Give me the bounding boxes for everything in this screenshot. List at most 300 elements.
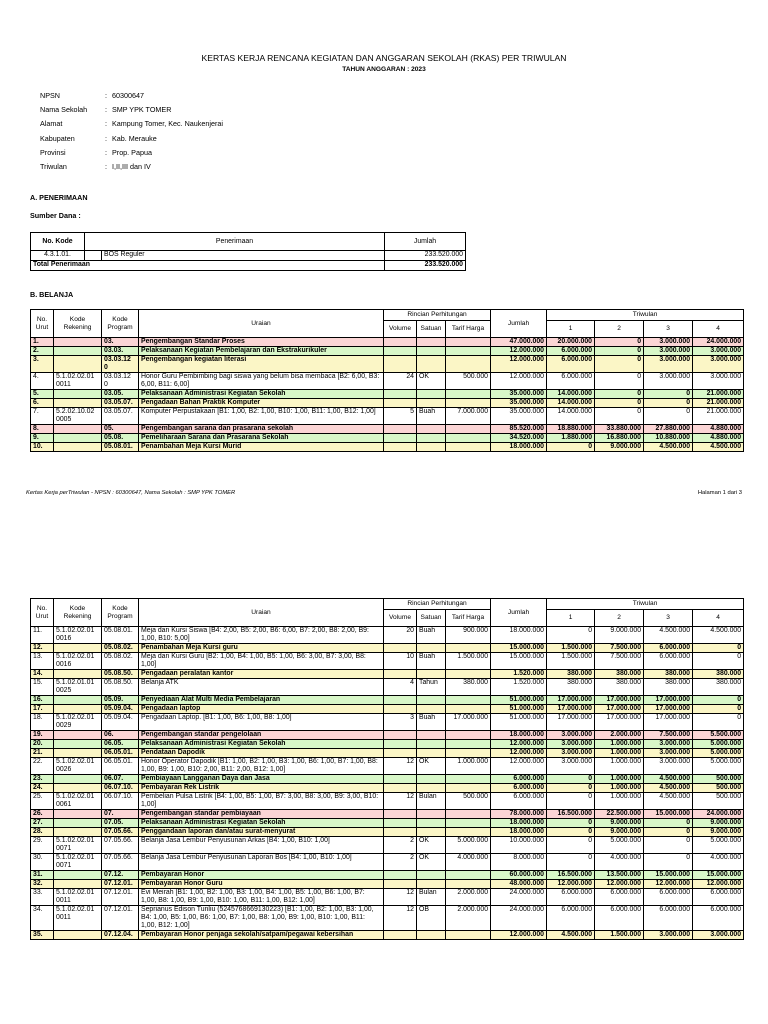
- triwulan-1-cell: 20.000.000: [547, 338, 595, 347]
- jumlah-cell: 18.000.000: [491, 731, 547, 740]
- triwulan-3-cell: 3.000.000: [644, 356, 693, 373]
- triwulan-4-cell: 12.000.000: [693, 880, 744, 889]
- kode-rekening-cell: [54, 338, 102, 347]
- tarif-cell: 2.000.000: [446, 889, 491, 906]
- row-no-cell: 29.: [31, 837, 54, 854]
- table-row: [31, 356, 744, 373]
- header-kode-rekening: Kode Rekening: [54, 310, 102, 338]
- kode-rekening-cell: [54, 749, 102, 758]
- row-no-cell: 7.: [31, 408, 54, 425]
- kode-program-cell: 06.: [102, 731, 139, 740]
- kode-cell: 4.3.1.01.: [31, 251, 85, 261]
- triwulan-1-cell: 17.000.000: [547, 696, 595, 705]
- jumlah-cell: 34.520.000: [491, 434, 547, 443]
- tarif-cell: [446, 819, 491, 828]
- table-row: [31, 627, 744, 644]
- kode-rekening-cell: [54, 819, 102, 828]
- tarif-cell: 500.000: [446, 373, 491, 390]
- jumlah-cell: 51.000.000: [491, 696, 547, 705]
- jumlah-cell: 1.520.000: [491, 679, 547, 696]
- kode-program-cell: 06.05.: [102, 740, 139, 749]
- tarif-cell: 380.000: [446, 679, 491, 696]
- volume-cell: 12: [384, 793, 417, 810]
- row-no-cell: 6.: [31, 399, 54, 408]
- triwulan-2-cell: 0: [595, 408, 644, 425]
- triwulan-2-cell: 6.000.000: [595, 906, 644, 931]
- kode-program-cell: 07.05.66.: [102, 828, 139, 837]
- tarif-cell: [446, 356, 491, 373]
- jumlah-cell: 15.000.000: [491, 644, 547, 653]
- volume-cell: 3: [384, 714, 417, 731]
- kode-program-cell: 07.12.: [102, 871, 139, 880]
- page-title: KERTAS KERJA RENCANA KEGIATAN DAN ANGGARAN SEKOLAH (RKAS) PER TRIWULAN: [201, 53, 567, 63]
- triwulan-4-cell: 0: [693, 644, 744, 653]
- volume-cell: 24: [384, 373, 417, 390]
- volume-cell: [384, 399, 417, 408]
- uraian-cell: Honor Guru Pembimbing bagi siswa yang belum bisa membaca [B2: 6,00, B3: 6,00, B11: 6,00]: [139, 373, 384, 390]
- volume-cell: 12: [384, 758, 417, 775]
- triwulan-1-cell: 6.000.000: [547, 906, 595, 931]
- tarif-cell: 2.000.000: [446, 906, 491, 931]
- table-row: [31, 443, 744, 452]
- header-rincian: Rincian Perhitungan: [384, 599, 491, 610]
- kode-program-cell: 07.12.04.: [102, 931, 139, 940]
- triwulan-1-cell: 16.500.000: [547, 871, 595, 880]
- row-no-cell: 11.: [31, 627, 54, 644]
- info-row: NPSN : 60300647: [40, 89, 223, 103]
- header-t4: 4: [693, 610, 744, 627]
- info-row: Alamat : Kampung Tomer, Kec. Naukenjerai: [40, 117, 223, 131]
- header-jumlah: Jumlah: [491, 310, 547, 338]
- triwulan-2-cell: 17.000.000: [595, 714, 644, 731]
- satuan-cell: OK: [417, 373, 446, 390]
- triwulan-1-cell: 3.000.000: [547, 758, 595, 775]
- tarif-cell: [446, 705, 491, 714]
- volume-cell: [384, 644, 417, 653]
- jumlah-cell: 12.000.000: [491, 347, 547, 356]
- kode-program-cell: 07.: [102, 810, 139, 819]
- satuan-cell: [417, 819, 446, 828]
- info-value: 60300647: [112, 91, 144, 100]
- row-no-cell: 35.: [31, 931, 54, 940]
- satuan-cell: [417, 871, 446, 880]
- header-penerimaan: Penerimaan: [85, 233, 385, 251]
- tarif-cell: [446, 775, 491, 784]
- uraian-cell: Pelaksanaan Kegiatan Pembelajaran dan Ekstrakurikuler: [139, 347, 384, 356]
- row-no-cell: 25.: [31, 793, 54, 810]
- satuan-cell: [417, 356, 446, 373]
- triwulan-3-cell: 0: [644, 390, 693, 399]
- kode-rekening-cell: 5.2.02.10.02 0005: [54, 408, 102, 425]
- tarif-cell: [446, 731, 491, 740]
- uraian-cell: Penambahan Meja Kursi guru: [139, 644, 384, 653]
- table-row: [31, 819, 744, 828]
- header-kode-program: Kode Program: [102, 599, 139, 627]
- tarif-cell: [446, 443, 491, 452]
- triwulan-4-cell: 6.000.000: [693, 889, 744, 906]
- uraian-cell: Pendataan Dapodik: [139, 749, 384, 758]
- triwulan-3-cell: 17.000.000: [644, 714, 693, 731]
- volume-cell: [384, 740, 417, 749]
- kode-rekening-cell: [54, 731, 102, 740]
- uraian-cell: Pembayaran Honor penjaga sekolah/satpam/pegawai kebersihan: [139, 931, 384, 940]
- penerimaan-name-cell: BOS Reguler: [102, 251, 385, 261]
- row-no-cell: 24.: [31, 784, 54, 793]
- table-row: [31, 696, 744, 705]
- row-no-cell: 2.: [31, 347, 54, 356]
- triwulan-4-cell: 15.000.000: [693, 871, 744, 880]
- triwulan-3-cell: 3.000.000: [644, 373, 693, 390]
- tarif-cell: 5.000.000: [446, 837, 491, 854]
- table-row: [31, 810, 744, 819]
- triwulan-1-cell: 14.000.000: [547, 390, 595, 399]
- kode-program-cell: 03.03.12 0: [102, 373, 139, 390]
- row-no-cell: 10.: [31, 443, 54, 452]
- table-row: [31, 906, 744, 931]
- row-no-cell: 33.: [31, 889, 54, 906]
- tarif-cell: [446, 390, 491, 399]
- header-t1: 1: [547, 610, 595, 627]
- row-no-cell: 16.: [31, 696, 54, 705]
- triwulan-2-cell: 13.500.000: [595, 871, 644, 880]
- satuan-cell: [417, 399, 446, 408]
- kode-program-cell: 07.12.01.: [102, 889, 139, 906]
- header-satuan: Satuan: [417, 321, 446, 338]
- tarif-cell: [446, 347, 491, 356]
- triwulan-2-cell: 0: [595, 347, 644, 356]
- jumlah-cell: 18.000.000: [491, 819, 547, 828]
- kode-rekening-cell: [54, 356, 102, 373]
- volume-cell: [384, 828, 417, 837]
- triwulan-1-cell: 0: [547, 775, 595, 784]
- tarif-cell: [446, 810, 491, 819]
- uraian-cell: Honor Operator Dapodik [B1: 1,00, B2: 1,00, B3: 1,00, B6: 1,00, B7: 1,00, B8: 1,00, B9: 1,00, B10: 2,00, B11: 2,00, B12: 1,00]: [139, 758, 384, 775]
- row-no-cell: 15.: [31, 679, 54, 696]
- triwulan-4-cell: 9.000.000: [693, 828, 744, 837]
- volume-cell: [384, 338, 417, 347]
- tarif-cell: [446, 696, 491, 705]
- header-jumlah: Jumlah: [385, 233, 466, 251]
- uraian-cell: Belanja Jasa Lembur Penyusunan Arkas [B4: 1,00, B10: 1,00]: [139, 837, 384, 854]
- triwulan-4-cell: 380.000: [693, 670, 744, 679]
- triwulan-2-cell: 1.000.000: [595, 784, 644, 793]
- jumlah-cell: 18.000.000: [491, 828, 547, 837]
- triwulan-2-cell: 1.000.000: [595, 749, 644, 758]
- jumlah-cell: 10.000.000: [491, 837, 547, 854]
- kode-program-cell: 05.08.: [102, 434, 139, 443]
- info-label: NPSN: [40, 91, 60, 100]
- kode-rekening-cell: 5.1.02.02.01 0029: [54, 714, 102, 731]
- satuan-cell: [417, 443, 446, 452]
- row-no-cell: 28.: [31, 828, 54, 837]
- triwulan-2-cell: 380.000: [595, 670, 644, 679]
- volume-cell: 4: [384, 679, 417, 696]
- row-no-cell: 4.: [31, 373, 54, 390]
- kode-program-cell: 05.08.01.: [102, 443, 139, 452]
- kode-rekening-cell: [54, 399, 102, 408]
- row-no-cell: 12.: [31, 644, 54, 653]
- triwulan-3-cell: 15.000.000: [644, 810, 693, 819]
- footer-right: Halaman 1 dari 3: [697, 490, 742, 496]
- info-label: Triwulan: [40, 162, 67, 172]
- kode-rekening-cell: 5.1.02.02.01 0011: [54, 906, 102, 931]
- volume-cell: [384, 749, 417, 758]
- tarif-cell: [446, 338, 491, 347]
- triwulan-1-cell: 1.880.000: [547, 434, 595, 443]
- volume-cell: [384, 356, 417, 373]
- triwulan-3-cell: 4.500.000: [644, 627, 693, 644]
- triwulan-3-cell: 4.500.000: [644, 793, 693, 810]
- info-value: Kampung Tomer, Kec. Naukenjerai: [112, 119, 223, 129]
- kode-program-cell: 03.05.: [102, 390, 139, 399]
- kode-rekening-cell: [54, 425, 102, 434]
- triwulan-4-cell: 4.880.000: [693, 434, 744, 443]
- tarif-cell: 4.000.000: [446, 854, 491, 871]
- row-no-cell: 19.: [31, 731, 54, 740]
- uraian-cell: Pembiayaan Langganan Daya dan Jasa: [139, 775, 384, 784]
- row-no-cell: 18.: [31, 714, 54, 731]
- triwulan-4-cell: 500.000: [693, 793, 744, 810]
- triwulan-1-cell: 3.000.000: [547, 749, 595, 758]
- triwulan-2-cell: 33.880.000: [595, 425, 644, 434]
- kode-rekening-cell: [54, 443, 102, 452]
- satuan-cell: [417, 434, 446, 443]
- table-row: [31, 251, 466, 261]
- triwulan-2-cell: 7.500.000: [595, 653, 644, 670]
- info-row: Nama Sekolah : SMP YPK TOMER: [40, 103, 223, 117]
- tarif-cell: [446, 399, 491, 408]
- uraian-cell: Pembelian Pulsa Listrik [B4: 1,00, B5: 1,00, B7: 3,00, B8: 3,00, B9: 3,00, B10: 1,00]: [139, 793, 384, 810]
- volume-cell: [384, 347, 417, 356]
- kode-rekening-cell: 5.1.02.02.01 0016: [54, 653, 102, 670]
- triwulan-3-cell: 3.000.000: [644, 740, 693, 749]
- belanja-table-page1: [30, 309, 744, 452]
- volume-cell: [384, 810, 417, 819]
- uraian-cell: Meja dan Kursi Guru [B2: 1,00, B4: 1,00, B5: 1,00, B6: 3,00, B7: 3,00, B8: 1,00]: [139, 653, 384, 670]
- triwulan-2-cell: 0: [595, 373, 644, 390]
- tarif-cell: 1.500.000: [446, 653, 491, 670]
- volume-cell: [384, 705, 417, 714]
- triwulan-2-cell: 1.000.000: [595, 775, 644, 784]
- jumlah-cell: 24.000.000: [491, 889, 547, 906]
- triwulan-1-cell: 0: [547, 793, 595, 810]
- volume-cell: 12: [384, 889, 417, 906]
- triwulan-3-cell: 17.000.000: [644, 705, 693, 714]
- kode-program-cell: 03.: [102, 338, 139, 347]
- triwulan-3-cell: 6.000.000: [644, 644, 693, 653]
- info-row: Triwulan : I,II,III dan IV: [40, 160, 223, 174]
- tarif-cell: 900.000: [446, 627, 491, 644]
- kode-program-cell: 03.03.12 0: [102, 356, 139, 373]
- kode-rekening-cell: [54, 931, 102, 940]
- triwulan-3-cell: 0: [644, 399, 693, 408]
- triwulan-1-cell: 0: [547, 443, 595, 452]
- kode-program-cell: 07.12.01.: [102, 880, 139, 889]
- uraian-cell: Evi Meirah [B1: 1,00, B2: 1,00, B3: 1,00, B4: 1,00, B5: 1,00, B6: 1,00, B7: 1,00, B8: 1,00, B9: 1,00, B10: 1,00, B11: 1,00, B12: 1,00]: [139, 889, 384, 906]
- satuan-cell: OK: [417, 854, 446, 871]
- kode-program-cell: 05.08.02.: [102, 644, 139, 653]
- table-row: [31, 758, 744, 775]
- tarif-cell: [446, 749, 491, 758]
- kode-program-cell: 07.05.66.: [102, 837, 139, 854]
- header-t3: 3: [644, 610, 693, 627]
- tarif-cell: [446, 425, 491, 434]
- uraian-cell: Pengadaan laptop: [139, 705, 384, 714]
- kode-rekening-cell: 5.1.02.02.01 0071: [54, 854, 102, 871]
- triwulan-4-cell: 3.000.000: [693, 347, 744, 356]
- tarif-cell: [446, 644, 491, 653]
- jumlah-cell: 35.000.000: [491, 399, 547, 408]
- triwulan-1-cell: 3.000.000: [547, 731, 595, 740]
- triwulan-4-cell: 3.000.000: [693, 931, 744, 940]
- info-value: I,II,III dan IV: [112, 162, 151, 172]
- kode-rekening-cell: 5.1.02.02.01 0016: [54, 627, 102, 644]
- kode-rekening-cell: [54, 696, 102, 705]
- triwulan-4-cell: 3.000.000: [693, 373, 744, 390]
- table-row: [31, 880, 744, 889]
- satuan-cell: [417, 644, 446, 653]
- table-row: [31, 644, 744, 653]
- table-row: [31, 749, 744, 758]
- triwulan-1-cell: 6.000.000: [547, 347, 595, 356]
- jumlah-cell: 48.000.000: [491, 880, 547, 889]
- triwulan-3-cell: 380.000: [644, 679, 693, 696]
- satuan-cell: [417, 390, 446, 399]
- triwulan-4-cell: 5.000.000: [693, 740, 744, 749]
- kode-program-cell: 06.05.01.: [102, 749, 139, 758]
- kode-program-cell: 05.: [102, 425, 139, 434]
- satuan-cell: [417, 749, 446, 758]
- info-value: Prop. Papua: [112, 147, 152, 157]
- kode-program-cell: 05.08.01.: [102, 627, 139, 644]
- uraian-cell: Pengembangan Standar Proses: [139, 338, 384, 347]
- table-row: [31, 425, 744, 434]
- row-no-cell: 31.: [31, 871, 54, 880]
- row-no-cell: 20.: [31, 740, 54, 749]
- triwulan-2-cell: 380.000: [595, 679, 644, 696]
- jumlah-cell: 18.000.000: [491, 443, 547, 452]
- satuan-cell: [417, 696, 446, 705]
- tarif-cell: [446, 871, 491, 880]
- total-row: [31, 261, 466, 271]
- header-volume: Volume: [384, 610, 417, 627]
- uraian-cell: Penggandaan laporan dan/atau surat-menyurat: [139, 828, 384, 837]
- uraian-cell: Pembayaran Rek Listrik: [139, 784, 384, 793]
- jumlah-cell: 35.000.000: [491, 408, 547, 425]
- volume-cell: [384, 871, 417, 880]
- satuan-cell: [417, 425, 446, 434]
- info-label: Provinsi: [40, 147, 66, 157]
- triwulan-2-cell: 0: [595, 399, 644, 408]
- row-no-cell: 30.: [31, 854, 54, 871]
- triwulan-2-cell: 1.000.000: [595, 740, 644, 749]
- triwulan-4-cell: 6.000.000: [693, 906, 744, 931]
- table-row: [31, 775, 744, 784]
- uraian-cell: Komputer Perpustakaan [B1: 1,00, B2: 1,00, B10: 1,00, B11: 1,00, B12: 1,00]: [139, 408, 384, 425]
- satuan-cell: Buah: [417, 653, 446, 670]
- satuan-cell: Bulan: [417, 889, 446, 906]
- satuan-cell: [417, 347, 446, 356]
- triwulan-3-cell: 0: [644, 837, 693, 854]
- triwulan-1-cell: 16.500.000: [547, 810, 595, 819]
- triwulan-1-cell: 0: [547, 828, 595, 837]
- satuan-cell: Buah: [417, 714, 446, 731]
- triwulan-4-cell: 380.000: [693, 679, 744, 696]
- volume-cell: [384, 931, 417, 940]
- table-row: [31, 784, 744, 793]
- header-volume: Volume: [384, 321, 417, 338]
- kode-program-cell: 03.05.07.: [102, 408, 139, 425]
- satuan-cell: Bulan: [417, 793, 446, 810]
- satuan-cell: Buah: [417, 408, 446, 425]
- volume-cell: [384, 784, 417, 793]
- triwulan-1-cell: 0: [547, 784, 595, 793]
- triwulan-1-cell: 380.000: [547, 670, 595, 679]
- kode-rekening-cell: [54, 740, 102, 749]
- info-label: Alamat: [40, 119, 63, 129]
- uraian-cell: Pengembangan sarana dan prasarana sekolah: [139, 425, 384, 434]
- triwulan-4-cell: 500.000: [693, 775, 744, 784]
- kode-program-cell: 05.08.50.: [102, 679, 139, 696]
- header-jumlah: Jumlah: [491, 599, 547, 627]
- triwulan-2-cell: 17.000.000: [595, 696, 644, 705]
- uraian-cell: Belanja ATK: [139, 679, 384, 696]
- triwulan-2-cell: 5.000.000: [595, 837, 644, 854]
- jumlah-cell: 1.520.000: [491, 670, 547, 679]
- table-row: [31, 871, 744, 880]
- triwulan-3-cell: 380.000: [644, 670, 693, 679]
- header-t1: 1: [547, 321, 595, 338]
- triwulan-1-cell: 6.000.000: [547, 889, 595, 906]
- row-no-cell: 17.: [31, 705, 54, 714]
- uraian-cell: Meja dan Kursi Siswa [B4: 2,00, B5: 2,00, B6: 6,00, B7: 2,00, B8: 2,00, B9: 1,00, B10: 5,00]: [139, 627, 384, 644]
- volume-cell: [384, 819, 417, 828]
- triwulan-3-cell: 17.000.000: [644, 696, 693, 705]
- kode-program-cell: 06.07.10.: [102, 784, 139, 793]
- kode-rekening-cell: [54, 880, 102, 889]
- tarif-cell: 1.000.000: [446, 758, 491, 775]
- volume-cell: [384, 443, 417, 452]
- triwulan-1-cell: 6.000.000: [547, 373, 595, 390]
- table-row: [31, 837, 744, 854]
- volume-cell: 2: [384, 854, 417, 871]
- triwulan-4-cell: 0: [693, 696, 744, 705]
- info-value: Kab. Merauke: [112, 133, 157, 143]
- kode-program-cell: 05.08.02.: [102, 653, 139, 670]
- table-row: [31, 399, 744, 408]
- tarif-cell: [446, 670, 491, 679]
- jumlah-cell: 78.000.000: [491, 810, 547, 819]
- jumlah-cell: 85.520.000: [491, 425, 547, 434]
- satuan-cell: OB: [417, 906, 446, 931]
- jumlah-cell: 12.000.000: [491, 749, 547, 758]
- triwulan-4-cell: 24.000.000: [693, 338, 744, 347]
- kode-rekening-cell: 5.1.02.02.01 0061: [54, 793, 102, 810]
- triwulan-2-cell: 16.880.000: [595, 434, 644, 443]
- tarif-cell: 17.000.000: [446, 714, 491, 731]
- tarif-cell: [446, 740, 491, 749]
- satuan-cell: [417, 705, 446, 714]
- kode-rekening-cell: [54, 810, 102, 819]
- kode-program-cell: 03.03.: [102, 347, 139, 356]
- triwulan-1-cell: 0: [547, 854, 595, 871]
- satuan-cell: [417, 784, 446, 793]
- info-label: Nama Sekolah: [40, 105, 88, 115]
- kode-program-cell: 05.08.50.: [102, 670, 139, 679]
- triwulan-4-cell: 4.000.000: [693, 854, 744, 871]
- kode-program-cell: 07.05.: [102, 819, 139, 828]
- tarif-cell: [446, 880, 491, 889]
